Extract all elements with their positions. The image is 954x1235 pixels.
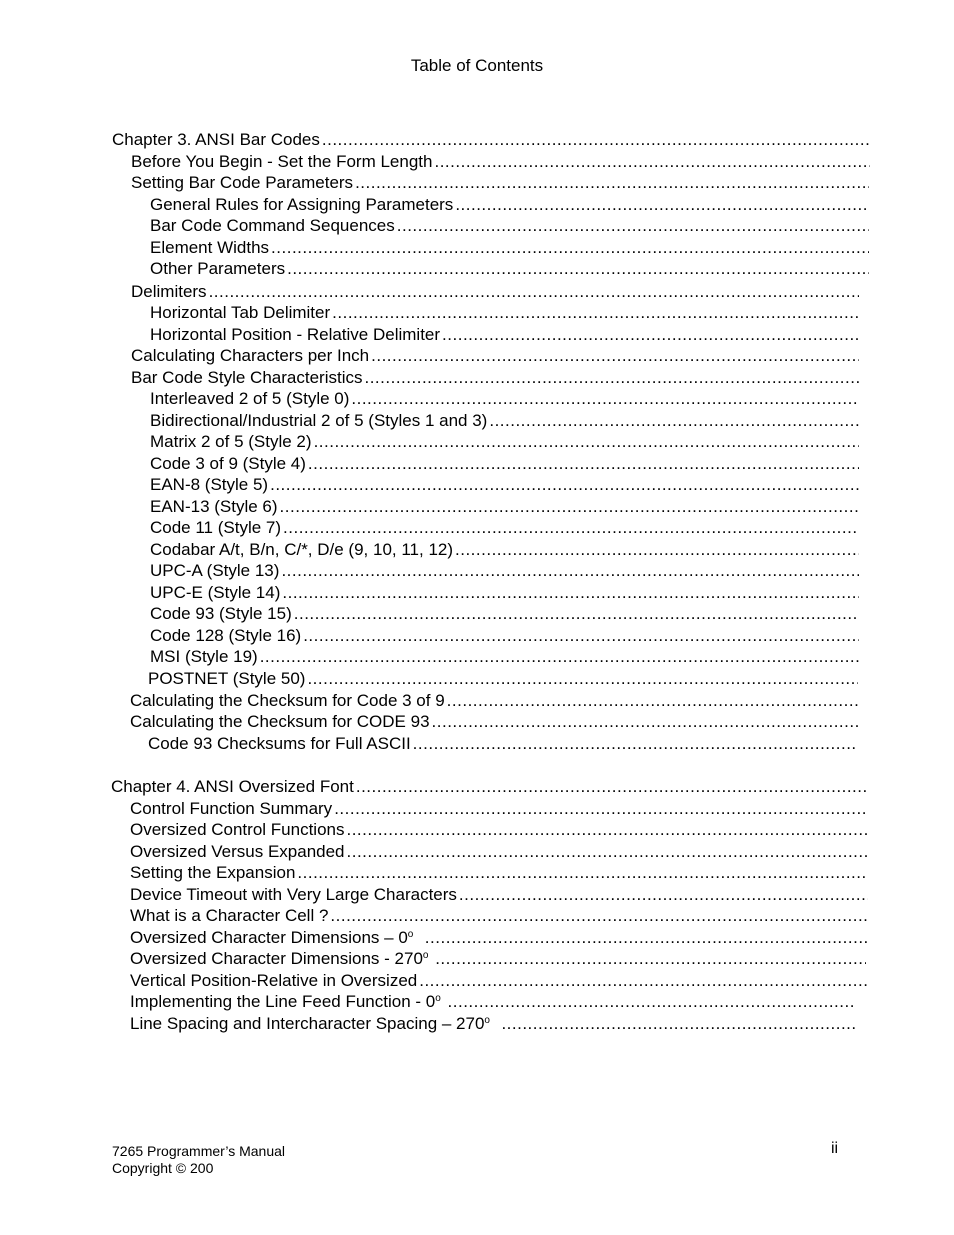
dot-leader [282, 582, 859, 603]
page-number: ii [831, 1140, 839, 1157]
toc-entry[interactable] [150, 496, 859, 517]
toc-entry-label: Delimiters [131, 282, 207, 301]
toc-entry[interactable] [148, 733, 858, 754]
toc-entry[interactable] [130, 991, 856, 1012]
dot-leader [397, 215, 869, 236]
dot-leader [371, 345, 859, 366]
dot-leader [448, 991, 856, 1012]
toc-entry[interactable] [131, 345, 859, 366]
toc-entry-label: Code 93 Checksums for Full ASCII [148, 734, 411, 753]
dot-leader [334, 798, 868, 819]
dot-leader [346, 819, 868, 840]
toc-entry-label: POSTNET (Style 50) [148, 669, 306, 688]
degree-mark: o [435, 993, 441, 1004]
toc-entry[interactable] [150, 431, 859, 452]
toc-entry-label: Bar Code Style Characteristics [131, 368, 363, 387]
toc-entry[interactable] [150, 215, 869, 236]
toc-entry-label: Calculating Characters per Inch [131, 346, 370, 365]
page-footer [112, 1143, 285, 1177]
toc-entry[interactable] [150, 474, 859, 495]
toc-entry[interactable] [150, 194, 869, 215]
dot-leader [303, 625, 859, 646]
toc-entry[interactable] [150, 582, 859, 603]
dot-leader [489, 410, 859, 431]
toc-entry[interactable] [131, 151, 870, 172]
dot-leader [501, 1013, 857, 1034]
dot-leader [297, 862, 868, 883]
toc-entry[interactable] [150, 237, 869, 258]
toc-entry[interactable] [150, 302, 859, 323]
toc-entry[interactable] [131, 367, 859, 388]
dot-leader [413, 733, 858, 754]
toc-entry[interactable] [131, 281, 859, 302]
dot-leader [287, 258, 869, 279]
dot-leader [209, 281, 859, 302]
toc-entry-label: Setting Bar Code Parameters [131, 173, 354, 192]
toc-entry-label: Device Timeout with Very Large Characters [130, 885, 457, 904]
dot-leader [434, 151, 870, 172]
dot-leader [281, 560, 859, 581]
dot-leader [425, 927, 867, 948]
toc-entry-label: Bidirectional/Industrial 2 of 5 (Styles 1 and 3) [150, 411, 488, 430]
toc-entry[interactable] [150, 388, 859, 409]
dot-leader [330, 905, 868, 926]
dot-leader [447, 690, 858, 711]
toc-entry[interactable] [130, 862, 868, 883]
toc-entry-label: Setting the Expansion [130, 863, 296, 882]
toc-entry[interactable] [130, 690, 858, 711]
toc-entry-label: Calculating the Checksum for Code 3 of 9 [130, 691, 445, 710]
dot-leader [260, 646, 859, 667]
toc-entry-label: Matrix 2 of 5 (Style 2) [150, 432, 312, 451]
dot-leader [308, 453, 859, 474]
toc-entry-label: General Rules for Assigning Parameters [150, 195, 454, 214]
toc-entry-label: Calculating the Checksum for CODE 93 [130, 712, 430, 731]
toc-entry[interactable] [130, 884, 868, 905]
dot-leader [280, 496, 859, 517]
dot-leader [455, 539, 859, 560]
toc-entry-label: What is a Character Cell ? [130, 906, 329, 925]
dot-leader [355, 172, 869, 193]
dot-leader [459, 884, 868, 905]
toc-entry-label: Element Widths [150, 238, 270, 257]
toc-entry[interactable] [130, 948, 866, 969]
dot-leader [322, 129, 869, 150]
dot-leader [432, 711, 858, 732]
manual-name: 7265 Programmer’s Manual [112, 1143, 286, 1159]
toc-entry-label: Line Spacing and Intercharacter Spacing – 270$^o$ [130, 1014, 490, 1033]
toc-entry[interactable] [130, 841, 868, 862]
toc-entry[interactable] [130, 927, 867, 948]
dot-leader [294, 603, 859, 624]
degree-mark: o [422, 950, 429, 961]
toc-entry-label: Oversized Character Dimensions – 0$^o$ [130, 928, 414, 947]
toc-entry-label: Interleaved 2 of 5 (Style 0) [150, 389, 350, 408]
dot-leader [356, 776, 868, 797]
toc-entry-label: Code 11 (Style 7) [150, 518, 282, 537]
toc-entry-label: Code 3 of 9 (Style 4) [150, 454, 306, 473]
toc-entry-label: Code 128 (Style 16) [150, 626, 302, 645]
toc-entry[interactable] [150, 324, 859, 345]
toc-entry-label: Oversized Versus Expanded [130, 842, 345, 861]
toc-entry-chapter-3[interactable] [112, 129, 869, 150]
toc-entry-label: Implementing the Line Feed Function - 0$^o$ [130, 992, 441, 1011]
toc-entry-label: MSI (Style 19) [150, 647, 258, 666]
toc-entry-label: Oversized Control Functions [130, 820, 345, 839]
dot-leader [271, 237, 869, 258]
toc-entry-label: Vertical Position-Relative in Oversized [130, 971, 418, 990]
toc-entry-label: Other Parameters [150, 259, 286, 278]
dot-leader [364, 367, 859, 388]
toc-entry-label: EAN-8 (Style 5) [150, 475, 269, 494]
toc-entry[interactable] [150, 560, 859, 581]
copyright-notice: Copyright © 200 [112, 1160, 214, 1176]
dot-leader [270, 474, 859, 495]
toc-entry[interactable] [150, 603, 859, 624]
dot-leader [332, 302, 859, 323]
dot-leader [435, 948, 866, 969]
toc-entry[interactable] [148, 668, 858, 689]
toc-entry[interactable] [130, 1013, 857, 1034]
toc-entry[interactable] [150, 453, 859, 474]
toc-entry-label: UPC-E (Style 14) [150, 583, 281, 602]
toc-entry-label: Code 93 (Style 15) [150, 604, 292, 623]
toc-entry-label: Horizontal Tab Delimiter [150, 303, 331, 322]
dot-leader [351, 388, 859, 409]
degree-mark: o [407, 929, 414, 940]
toc-entry[interactable] [130, 711, 858, 732]
page-title: Table of Contents [410, 56, 544, 75]
toc-entry-chapter-4[interactable] [111, 776, 868, 797]
toc-entry-label: Horizontal Position - Relative Delimiter [150, 325, 441, 344]
toc-entry-label: Before You Begin - Set the Form Length [131, 152, 433, 171]
toc-entry[interactable] [130, 798, 868, 819]
toc-entry[interactable] [150, 625, 859, 646]
dot-leader [347, 841, 868, 862]
toc-entry-label: Chapter 4. ANSI Oversized Font [111, 777, 354, 796]
dot-leader [455, 194, 869, 215]
toc-entry[interactable] [131, 172, 869, 193]
toc-entry-label: Oversized Character Dimensions - 270$^o$ [130, 949, 429, 968]
toc-entry-label: UPC-A (Style 13) [150, 561, 280, 580]
dot-leader [419, 970, 868, 991]
degree-mark: o [484, 1015, 490, 1026]
toc-entry[interactable] [130, 905, 868, 926]
dot-leader [314, 431, 859, 452]
toc-entry[interactable] [150, 539, 859, 560]
toc-entry[interactable] [130, 970, 868, 991]
toc-entry[interactable] [150, 258, 869, 279]
toc-entry-label: Control Function Summary [130, 799, 333, 818]
toc-entry-label: Chapter 3. ANSI Bar Codes [112, 130, 320, 149]
toc-entry[interactable] [150, 646, 859, 667]
toc-entry-label: Codabar A/t, B/n, C/*, D/e (9, 10, 11, 12) [150, 540, 454, 559]
toc-entry-label: EAN-13 (Style 6) [150, 497, 278, 516]
toc-entry[interactable] [130, 819, 868, 840]
dot-leader [283, 517, 859, 538]
dot-leader [442, 324, 859, 345]
dot-leader [307, 668, 858, 689]
toc-entry[interactable] [150, 517, 859, 538]
toc-entry-label: Bar Code Command Sequences [150, 216, 395, 235]
toc-entry[interactable] [150, 410, 859, 431]
